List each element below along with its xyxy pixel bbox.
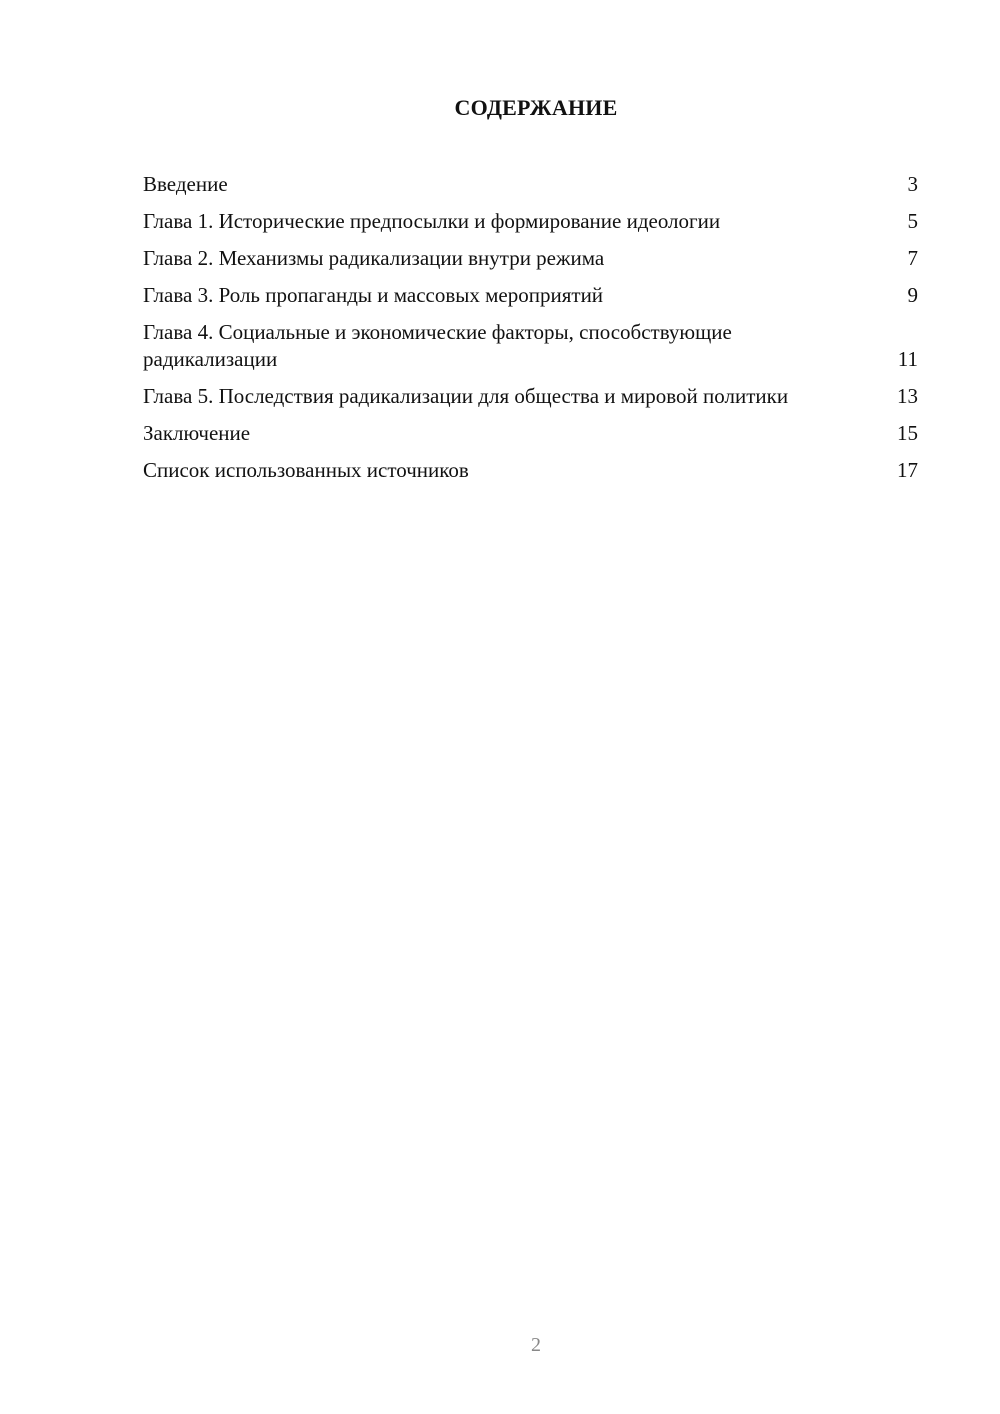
- toc-entry-page: 13: [897, 384, 918, 408]
- toc-entry[interactable]: [143, 420, 918, 447]
- toc-entry[interactable]: [143, 282, 918, 309]
- toc-entry-page: 17: [897, 458, 918, 482]
- toc-entry[interactable]: [143, 457, 918, 484]
- toc-entry-page: 15: [897, 421, 918, 445]
- toc-entry-text: Список использованных источников: [143, 458, 469, 482]
- toc-entry-text: Глава 1. Исторические предпосылки и формирование идеологии: [143, 209, 721, 233]
- toc-entry-text: Введение: [143, 172, 228, 196]
- toc-entry[interactable]: [143, 319, 918, 373]
- page-number: 2: [531, 1334, 541, 1356]
- toc-entry[interactable]: [143, 245, 918, 272]
- toc-entry-text: Глава 5. Последствия радикализации для общества и мировой политики: [143, 384, 789, 408]
- toc-entry[interactable]: [143, 171, 918, 198]
- toc-entry-text: Заключение: [143, 421, 251, 445]
- toc-entry-page: 9: [907, 283, 918, 307]
- toc-entry-text: Глава 4. Социальные и экономические факторы, способствующие радикализации: [143, 320, 732, 371]
- toc-entry-text: Глава 3. Роль пропаганды и массовых мероприятий: [143, 283, 604, 307]
- toc-entry[interactable]: [143, 208, 918, 235]
- table-of-contents: [143, 171, 918, 494]
- toc-entry-page: 11: [897, 347, 918, 371]
- toc-entry[interactable]: [143, 383, 918, 410]
- toc-title: СОДЕРЖАНИЕ: [454, 95, 618, 120]
- toc-entry-page: 3: [907, 172, 918, 196]
- toc-entry-page: 7: [907, 246, 918, 270]
- toc-entry-text: Глава 2. Механизмы радикализации внутри режима: [143, 246, 605, 270]
- toc-entry-page: 5: [907, 209, 918, 233]
